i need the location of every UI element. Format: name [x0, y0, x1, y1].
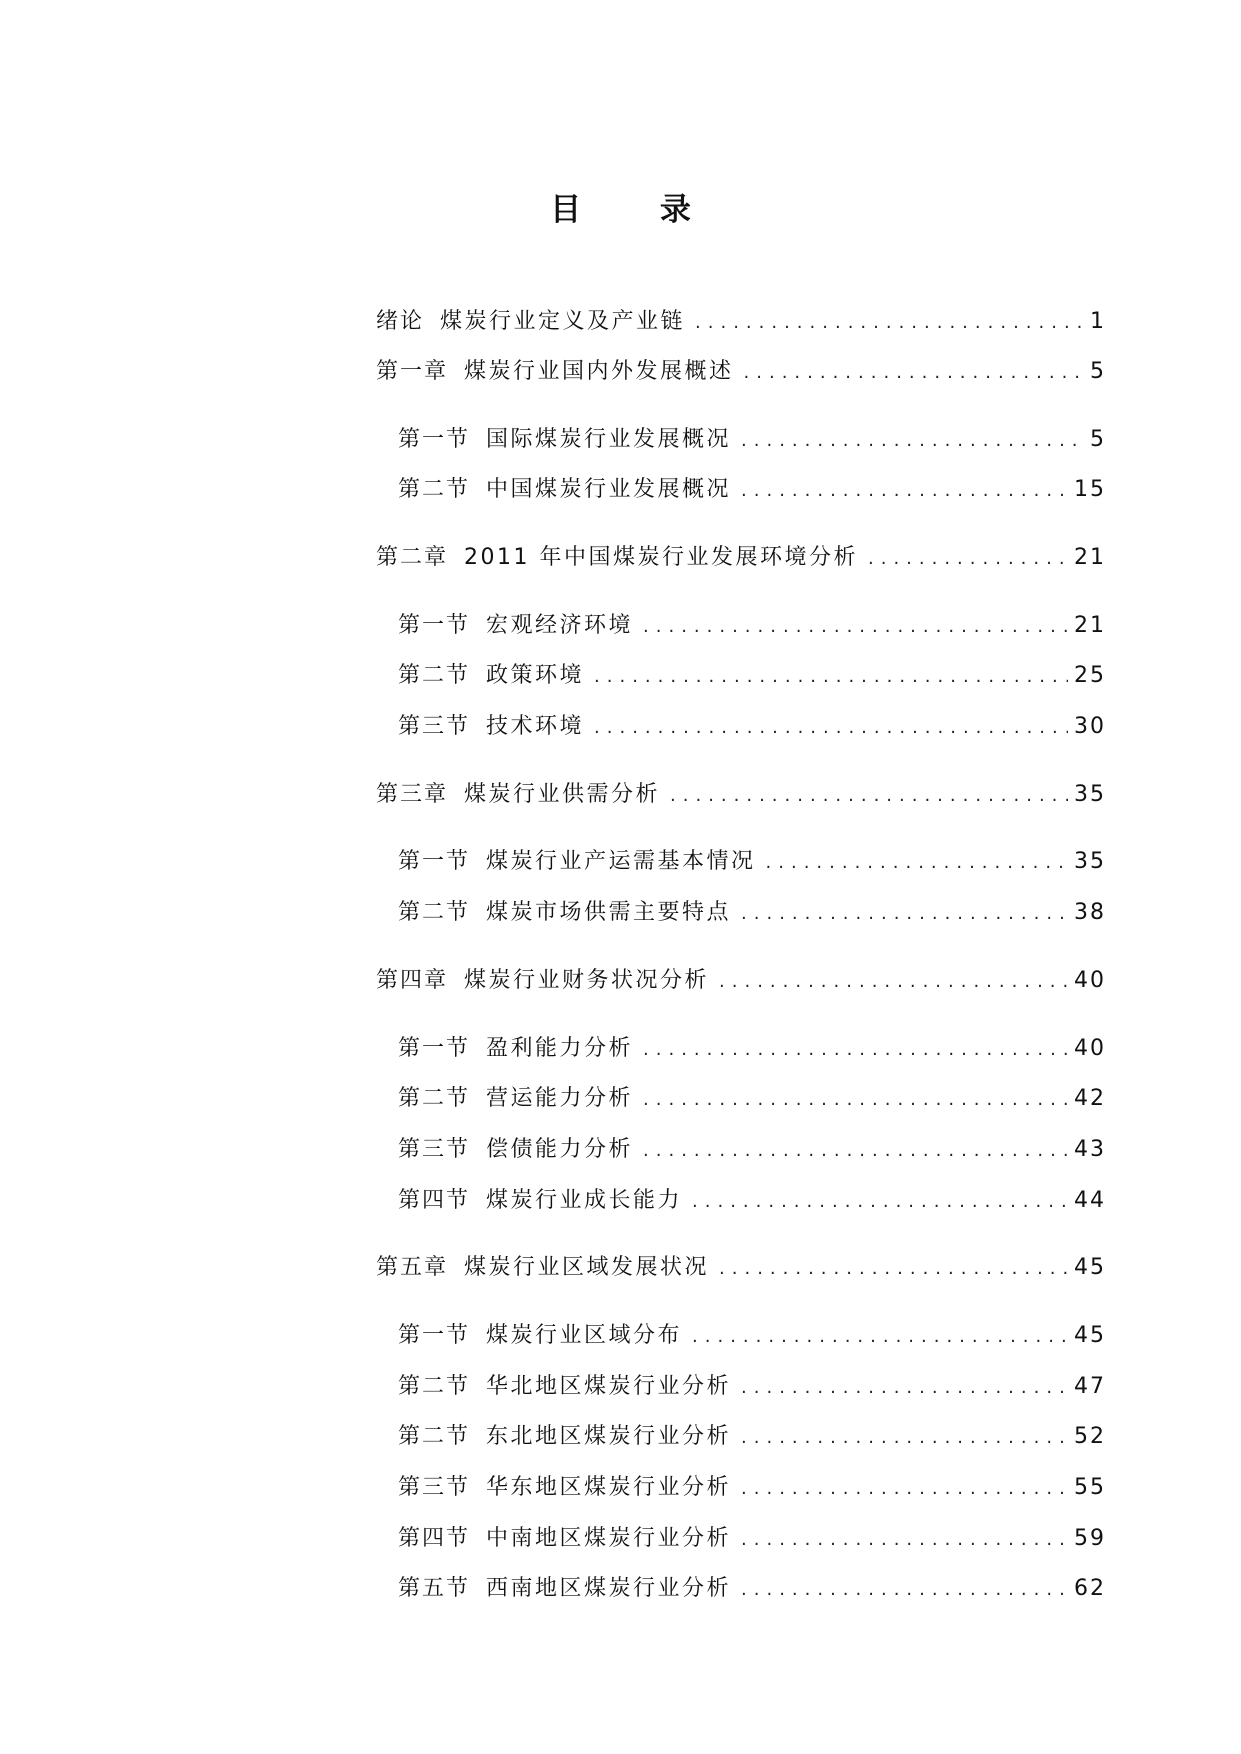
entry-label: 绪论 — [376, 309, 425, 334]
entry-page-number: 30 — [1074, 714, 1106, 739]
entry-title: 煤炭行业供需分析 — [464, 782, 661, 807]
dot-leader — [719, 966, 1068, 998]
entry-page-number: 45 — [1074, 1255, 1106, 1280]
entry-label: 第五章 — [376, 1255, 449, 1280]
entry-label: 第四节 — [398, 1526, 471, 1551]
toc-entry-chapter-4[interactable] — [376, 965, 1106, 998]
entry-label: 第二节 — [398, 900, 471, 925]
toc-entry-section[interactable] — [398, 897, 1106, 930]
entry-label: 第二节 — [398, 477, 471, 502]
entry-page-number: 21 — [1074, 545, 1106, 570]
entry-title: 盈利能力分析 — [486, 1036, 634, 1061]
toc-entry-section[interactable] — [398, 1033, 1106, 1066]
entry-title: 煤炭行业区域发展状况 — [464, 1255, 710, 1280]
entry-page-number: 38 — [1074, 900, 1106, 925]
toc-entry-section[interactable] — [398, 424, 1106, 457]
toc-entry-chapter-3[interactable] — [376, 779, 1106, 812]
entry-page-number: 1 — [1090, 309, 1106, 334]
entry-title: 东北地区煤炭行业分析 — [486, 1424, 732, 1449]
dot-leader — [643, 1084, 1068, 1116]
entry-title: 2011 年中国煤炭行业发展环境分析 — [464, 545, 858, 570]
entry-page-number: 5 — [1090, 427, 1106, 452]
entry-page-number: 44 — [1074, 1188, 1106, 1213]
entry-label: 第一章 — [376, 359, 449, 384]
entry-title: 中南地区煤炭行业分析 — [486, 1526, 732, 1551]
dot-leader — [719, 1253, 1068, 1285]
entry-page-number: 62 — [1074, 1576, 1106, 1601]
dot-leader — [741, 1372, 1068, 1404]
toc-entry-section[interactable] — [398, 1185, 1106, 1218]
entry-label: 第三节 — [398, 714, 471, 739]
dot-leader — [695, 307, 1084, 339]
entry-label: 第三章 — [376, 782, 449, 807]
entry-page-number: 25 — [1074, 663, 1106, 688]
entry-page-number: 47 — [1074, 1374, 1106, 1399]
entry-label: 第一节 — [398, 1323, 471, 1348]
entry-label: 第三节 — [398, 1137, 471, 1162]
entry-page-number: 52 — [1074, 1424, 1106, 1449]
entry-label: 第一节 — [398, 1036, 471, 1061]
entry-label: 第三节 — [398, 1475, 471, 1500]
dot-leader — [741, 425, 1084, 457]
toc-entry-section[interactable] — [398, 1083, 1106, 1116]
entry-page-number: 21 — [1074, 613, 1106, 638]
dot-leader — [643, 1034, 1068, 1066]
entry-title: 政策环境 — [486, 663, 585, 688]
page-title: 目 录 — [550, 192, 725, 228]
entry-page-number: 43 — [1074, 1137, 1106, 1162]
dot-leader — [594, 661, 1068, 693]
toc-entry-section[interactable] — [398, 610, 1106, 643]
entry-title: 华北地区煤炭行业分析 — [486, 1374, 732, 1399]
entry-label: 第二节 — [398, 1424, 471, 1449]
toc-entry-section[interactable] — [398, 1573, 1106, 1606]
entry-title: 宏观经济环境 — [486, 613, 634, 638]
toc-entry-section[interactable] — [398, 1421, 1106, 1454]
dot-leader — [741, 1574, 1068, 1606]
toc-entry-chapter-5[interactable] — [376, 1252, 1106, 1285]
entry-label: 第二章 — [376, 545, 449, 570]
toc-entry-section[interactable] — [398, 711, 1106, 744]
entry-page-number: 15 — [1074, 477, 1106, 502]
dot-leader — [744, 357, 1084, 389]
entry-title: 国际煤炭行业发展概况 — [486, 427, 732, 452]
entry-page-number: 42 — [1074, 1086, 1106, 1111]
entry-label: 第四章 — [376, 968, 449, 993]
entry-label: 第二节 — [398, 1086, 471, 1111]
toc-entry-section[interactable] — [398, 1523, 1106, 1556]
dot-leader — [692, 1186, 1068, 1218]
dot-leader — [741, 1422, 1068, 1454]
toc-entry-section[interactable] — [398, 1134, 1106, 1167]
entry-title: 煤炭行业成长能力 — [486, 1188, 683, 1213]
toc-entry-section[interactable] — [398, 474, 1106, 507]
entry-title: 华东地区煤炭行业分析 — [486, 1475, 732, 1500]
entry-page-number: 55 — [1074, 1475, 1106, 1500]
toc-entry-section[interactable] — [398, 1472, 1106, 1505]
toc-entry-section[interactable] — [398, 1320, 1106, 1353]
toc-entry-section[interactable] — [398, 660, 1106, 693]
dot-leader — [741, 1473, 1068, 1505]
entry-page-number: 45 — [1074, 1323, 1106, 1348]
dot-leader — [741, 898, 1068, 930]
dot-leader — [766, 847, 1068, 879]
entry-page-number: 35 — [1074, 782, 1106, 807]
entry-title: 中国煤炭行业发展概况 — [486, 477, 732, 502]
dot-leader — [670, 780, 1068, 812]
entry-page-number: 5 — [1090, 359, 1106, 384]
entry-title: 煤炭行业财务状况分析 — [464, 968, 710, 993]
entry-label: 第二节 — [398, 1374, 471, 1399]
dot-leader — [741, 475, 1068, 507]
entry-title: 煤炭市场供需主要特点 — [486, 900, 732, 925]
entry-label: 第五节 — [398, 1576, 471, 1601]
toc-entry-introduction[interactable] — [376, 306, 1106, 339]
entry-title: 煤炭行业产运需基本情况 — [486, 849, 756, 874]
toc-entry-chapter-1[interactable] — [376, 356, 1106, 389]
dot-leader — [643, 611, 1068, 643]
dot-leader — [594, 712, 1068, 744]
entry-page-number: 40 — [1074, 968, 1106, 993]
toc-entry-section[interactable] — [398, 846, 1106, 879]
entry-title: 技术环境 — [486, 714, 585, 739]
dot-leader — [741, 1524, 1068, 1556]
dot-leader — [692, 1321, 1068, 1353]
dot-leader — [643, 1135, 1068, 1167]
entry-label: 第四节 — [398, 1188, 471, 1213]
entry-page-number: 59 — [1074, 1526, 1106, 1551]
entry-title: 煤炭行业定义及产业链 — [440, 309, 686, 334]
entry-page-number: 40 — [1074, 1036, 1106, 1061]
entry-page-number: 35 — [1074, 849, 1106, 874]
dot-leader — [868, 543, 1068, 575]
entry-label: 第一节 — [398, 613, 471, 638]
entry-label: 第一节 — [398, 849, 471, 874]
entry-title: 营运能力分析 — [486, 1086, 634, 1111]
entry-title: 煤炭行业区域分布 — [486, 1323, 683, 1348]
toc-entry-chapter-2[interactable] — [376, 542, 1106, 575]
toc-entry-section[interactable] — [398, 1371, 1106, 1404]
entry-label: 第二节 — [398, 663, 471, 688]
entry-label: 第一节 — [398, 427, 471, 452]
entry-title: 西南地区煤炭行业分析 — [486, 1576, 732, 1601]
entry-title: 煤炭行业国内外发展概述 — [464, 359, 734, 384]
entry-title: 偿债能力分析 — [486, 1137, 634, 1162]
